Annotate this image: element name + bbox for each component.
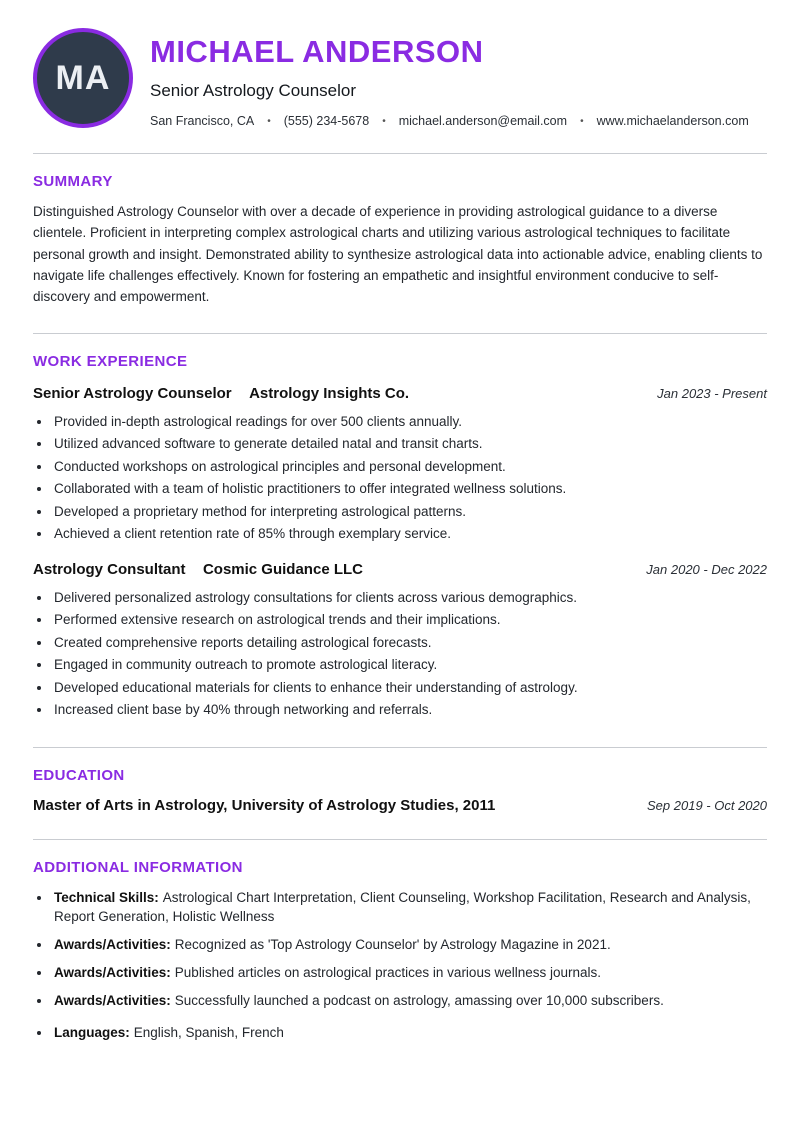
job-header [33, 561, 767, 579]
job-entry [33, 385, 767, 546]
header-text [150, 28, 749, 128]
job-bullet: • Collaborated with a team of holistic practitioners to offer integrated wellness solutions. [52, 478, 767, 501]
additional-item-label: Awards/Activities: [54, 992, 171, 1008]
avatar [33, 28, 133, 128]
job-bullet: • Developed educational materials for clients to enhance their understanding of astrology. [52, 677, 767, 700]
job-header [33, 385, 767, 403]
additional-item-text: English, Spanish, French [133, 1024, 284, 1040]
job-bullet-list [52, 587, 767, 722]
job-bullet: • Achieved a client retention rate of 85% through exemplary service. [52, 523, 767, 546]
job-dates: Jan 2023 - Present [657, 385, 767, 401]
additional-information-heading: ADDITIONAL INFORMATION [33, 858, 243, 876]
additional-item-label: Awards/Activities: [54, 964, 171, 980]
additional-information-section [33, 859, 767, 1042]
job-bullet: • Utilized advanced software to generate detailed natal and transit charts. [52, 433, 767, 456]
summary-section [33, 173, 767, 308]
job-bullet: • Developed a proprietary method for interpreting astrological patterns. [52, 501, 767, 524]
additional-item [52, 991, 767, 1010]
education-dates: Sep 2019 - Oct 2020 [647, 797, 767, 813]
additional-item-text: Published articles on astrological practices in various wellness journals. [174, 964, 602, 980]
additional-item-label: Awards/Activities: [54, 936, 171, 952]
job-bullet: • Engaged in community outreach to promote astrological literacy. [52, 654, 767, 677]
contact-phone: (555) 234-5678 [283, 114, 370, 128]
contact-line [150, 114, 749, 128]
job-dates: Jan 2020 - Dec 2022 [646, 561, 767, 577]
work-experience-heading: WORK EXPERIENCE [33, 352, 188, 370]
job-company: Cosmic Guidance LLC [202, 560, 363, 578]
job-company: Astrology Insights Co. [249, 384, 410, 402]
additional-item-list [52, 888, 767, 1042]
section-divider [33, 333, 767, 334]
contact-email: michael.anderson@email.com [398, 114, 568, 128]
section-divider [33, 747, 767, 748]
bullet-separator-icon: • [382, 115, 386, 127]
summary-text: Distinguished Astrology Counselor with over a decade of experience in providing astrological guidance to a diverse clientele. Proficient in interpreting complex astrological charts and utilizing various astrological techniques to facilitate personal growth and insight. Demonstrated ability to synthesize astrological data into actionable advice, enabling clients to navigate life challenges effectively. Known for fostering an empathetic and insightful environment conducive to self-discovery and empowerment. [33, 204, 763, 305]
bullet-separator-icon: • [267, 115, 271, 127]
job-bullet: • Delivered personalized astrology consultations for clients across various demographics. [52, 587, 767, 610]
education-heading: EDUCATION [33, 766, 125, 784]
additional-item-label: Languages: [54, 1024, 130, 1040]
job-title: Astrology Consultant [33, 560, 186, 578]
job-bullet: • Increased client base by 40% through networking and referrals. [52, 699, 767, 722]
bullet-separator-icon: • [580, 115, 584, 127]
education-entry [33, 797, 767, 814]
contact-location: San Francisco, CA [150, 114, 255, 128]
job-title-line [33, 385, 409, 403]
job-title: Senior Astrology Counselor [33, 384, 232, 402]
additional-item-text: Recognized as 'Top Astrology Counselor' by Astrology Magazine in 2021. [174, 936, 611, 952]
resume-header [33, 28, 767, 128]
candidate-name: MICHAEL ANDERSON [150, 34, 484, 69]
contact-website: www.michaelanderson.com [596, 114, 749, 128]
job-bullet: • Conducted workshops on astrological principles and personal development. [52, 456, 767, 479]
job-bullet-list [52, 411, 767, 546]
additional-item [52, 935, 767, 954]
work-experience-section [33, 353, 767, 722]
additional-item [52, 963, 767, 982]
section-divider [33, 153, 767, 154]
job-entry [33, 561, 767, 722]
job-bullet: • Performed extensive research on astrological trends and their implications. [52, 609, 767, 632]
summary-heading: SUMMARY [33, 173, 113, 190]
additional-item [52, 888, 767, 926]
education-degree: Master of Arts in Astrology, University of Astrology Studies, 2011 [33, 796, 496, 814]
education-section [33, 767, 767, 814]
additional-item-label: Technical Skills: [54, 889, 159, 905]
avatar-initials: MA [55, 58, 111, 97]
job-bullet: • Provided in-depth astrological readings for over 500 clients annually. [52, 411, 767, 434]
additional-item-text: Successfully launched a podcast on astrology, amassing over 10,000 subscribers. [174, 992, 664, 1008]
job-bullet: • Created comprehensive reports detailing astrological forecasts. [52, 632, 767, 655]
candidate-title: Senior Astrology Counselor [150, 81, 357, 100]
additional-item-languages [52, 1023, 767, 1042]
job-title-line [33, 561, 363, 579]
section-divider [33, 839, 767, 840]
additional-item-text: Astrological Chart Interpretation, Client Counseling, Workshop Facilitation, Research and Analysis, Report Generation, Holistic Wellness [54, 889, 751, 924]
